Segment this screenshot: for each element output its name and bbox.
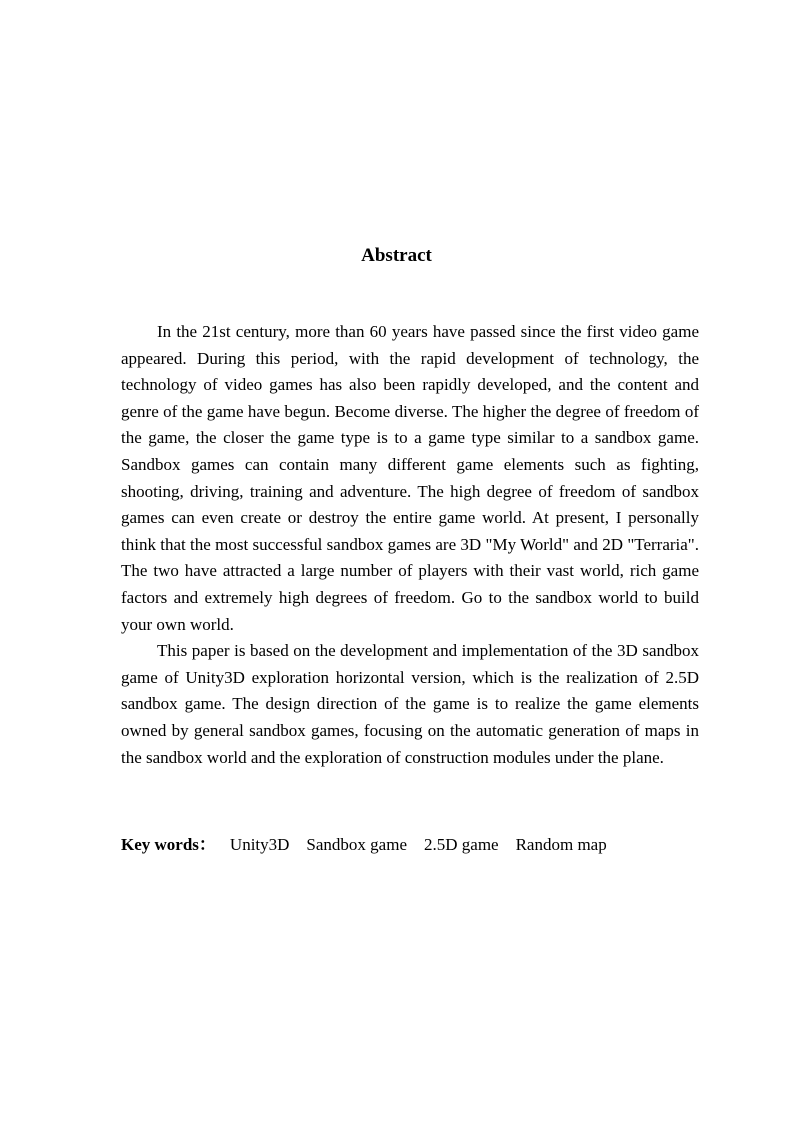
keywords-label: Key words <box>121 835 199 854</box>
keyword-term: Sandbox game <box>306 835 407 854</box>
keyword-term: Unity3D <box>229 835 290 854</box>
keyword-term: 2.5D game <box>424 835 499 854</box>
abstract-paragraph-2: This paper is based on the development and implementation of the 3D sandbox game of Unity3D exploration horizontal version, which is the realization of 2.5D sandbox game. The design direction of the game is to realize the game elements owned by general sandbox games, focusing on the automatic generation of maps in the sandbox world and the exploration of construction modules under the plane. <box>121 641 699 767</box>
abstract-paragraph-1: In the 21st century, more than 60 years have passed since the first video game appeared. During this period, with the rapid development of technology, the technology of video games has also been rapidly developed, and the content and genre of the game have begun. Become diverse. The higher the degree of freedom of the game, the closer the game type is to a game type similar to a sandbox game. Sandbox games can contain many different game elements such as fighting, shooting, driving, training and adventure. The high degree of freedom of sandbox games can even create or destroy the entire game world. At present, I personally think that the most successful sandbox games are 3D "My World" and 2D "Terraria". The two have attracted a large number of players with their vast world, rich game factors and extremely high degrees of freedom. Go to the sandbox world to build your own world. <box>121 322 699 634</box>
keywords-line <box>121 832 699 858</box>
abstract-title: Abstract <box>361 245 432 266</box>
abstract-body <box>121 319 699 771</box>
keyword-term: Random map <box>515 835 607 854</box>
keywords-colon: ： <box>198 835 216 854</box>
